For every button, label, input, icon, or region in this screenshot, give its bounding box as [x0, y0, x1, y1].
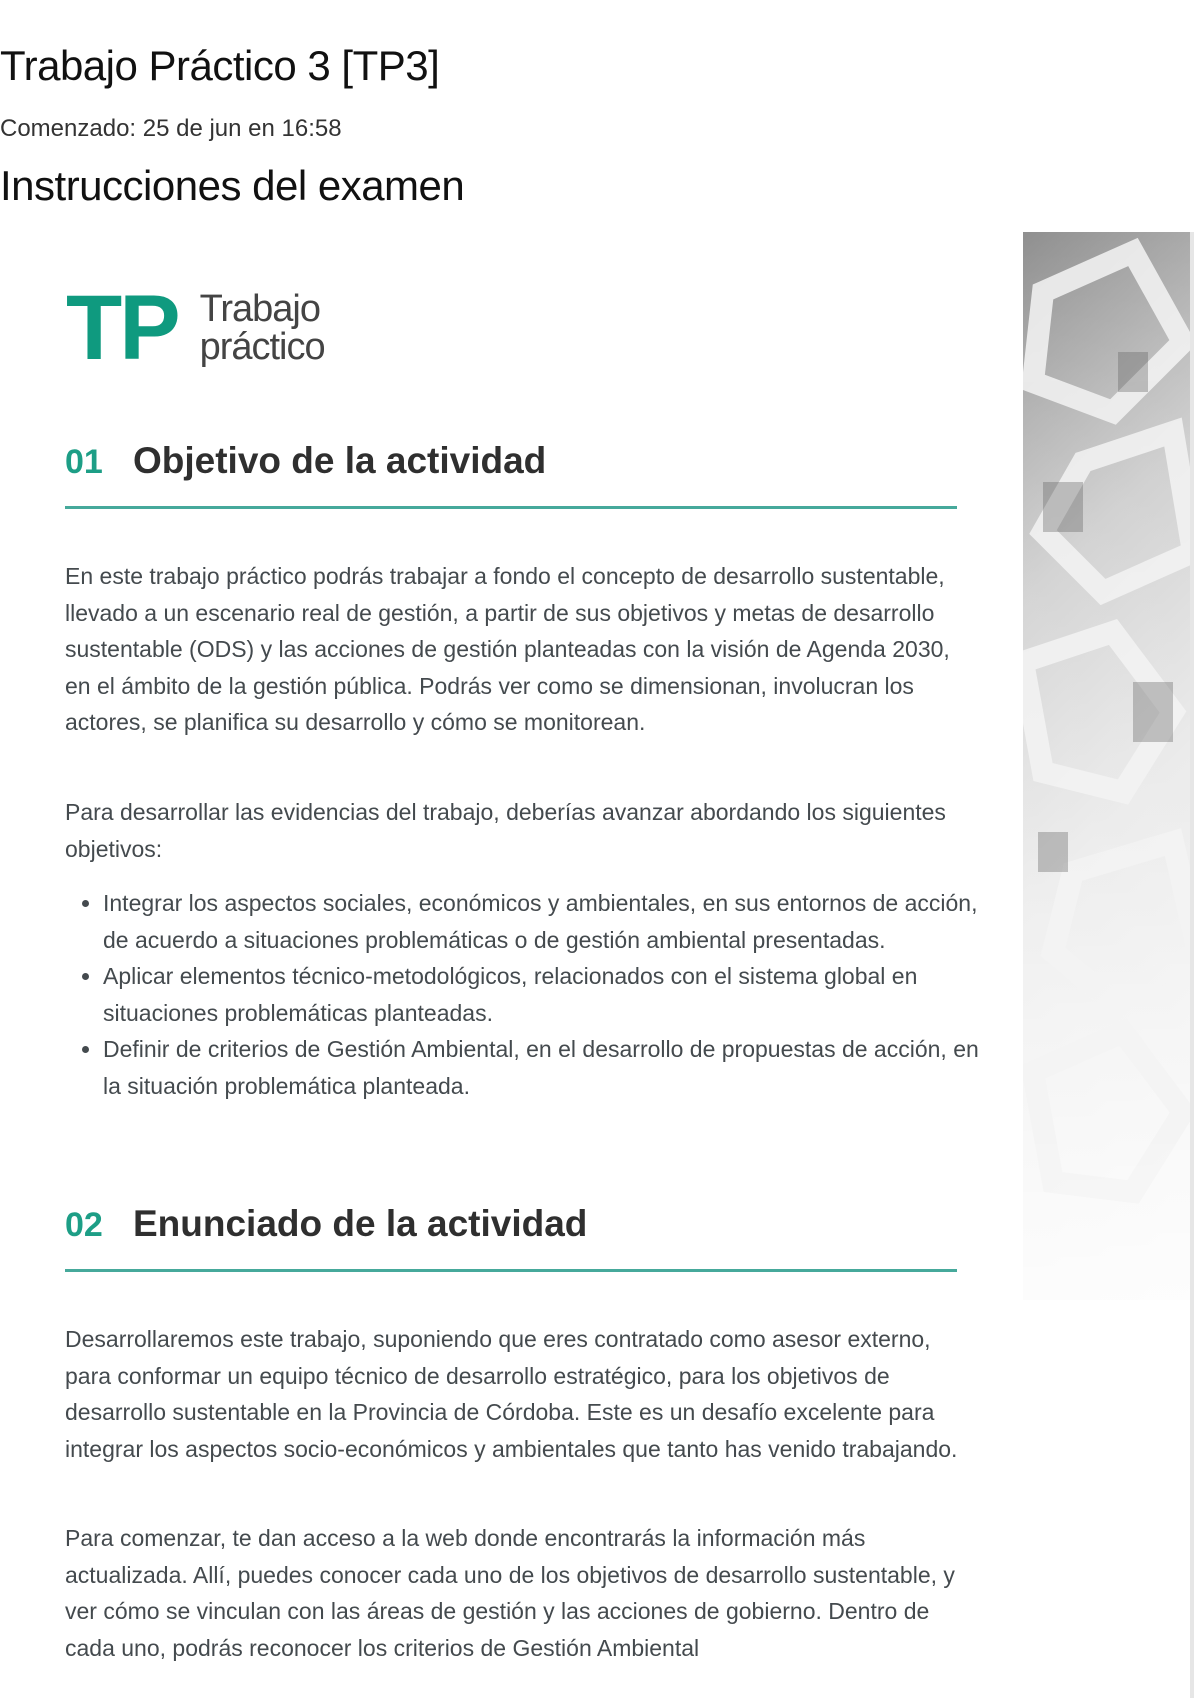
tp-logo-line1: Trabajo	[199, 288, 320, 330]
objectives-list	[65, 885, 1003, 1104]
scrollbar-track[interactable]	[1190, 232, 1194, 1698]
tp-logo-mark: TP	[66, 277, 178, 379]
list-item: • Definir de criterios de Gestión Ambiental, en el desarrollo de propuestas de acción, en la situación problemática planteada.	[103, 1031, 1003, 1104]
section-number: 02	[65, 1206, 103, 1244]
tp-logo-words	[200, 290, 325, 366]
paragraph: Para comenzar, te dan acceso a la web donde encontrarás la información más actualizada. Allí, puedes conocer cada uno de los objetivos de desarrollo sustentable, y ver cómo se vinculan con las áreas de gestión y las acciones de gobierno. Dentro de cada uno, podrás reconocer los criterios de Gestión Ambiental	[65, 1525, 955, 1661]
decorative-architecture-image	[1023, 232, 1190, 1300]
paragraph: Para desarrollar las evidencias del trabajo, deberías avanzar abordando los siguientes objetivos:	[65, 799, 946, 862]
lattice-pattern-icon	[1023, 232, 1190, 1300]
paragraph: Desarrollaremos este trabajo, suponiendo que eres contratado como asesor externo, para conformar un equipo técnico de desarrollo estratégico, para los objetivos de desarrollo sustentable en la Provincia de Córdoba. Este es un desafío excelente para integrar los aspectos socio-económicos y ambientales que tanto has venido trabajando.	[65, 1326, 958, 1462]
section-heading-objective	[65, 440, 957, 509]
paragraph: En este trabajo práctico podrás trabajar a fondo el concepto de desarrollo sustentable, llevado a un escenario real de gestión, a partir de sus objetivos y metas de desarrollo sustentable (ODS) y las acciones de gestión planteadas con la visión de Agenda 2030, en el ámbito de la gestión pública. Podrás ver como se dimensionan, involucran los actores, se planifica su desarrollo y cómo se monitorean.	[65, 563, 950, 735]
list-item: • Integrar los aspectos sociales, económicos y ambientales, en sus entornos de acción, de acuerdo a situaciones problemáticas o de gestión ambiental presentadas.	[103, 885, 1003, 958]
section-number: 01	[65, 443, 103, 481]
page-title: Trabajo Práctico 3 [TP3]	[0, 42, 440, 89]
section-heading-statement	[65, 1203, 957, 1272]
tp-logo	[66, 277, 325, 379]
section-title: Enunciado de la actividad	[133, 1203, 588, 1244]
started-timestamp: Comenzado: 25 de jun en 16:58	[0, 115, 342, 142]
section-title: Objetivo de la actividad	[133, 440, 547, 481]
list-item: • Aplicar elementos técnico-metodológicos, relacionados con el sistema global en situaciones problemáticas planteadas.	[103, 958, 1003, 1031]
instructions-heading: Instrucciones del examen	[0, 162, 465, 209]
tp-logo-line2: práctico	[199, 326, 325, 368]
